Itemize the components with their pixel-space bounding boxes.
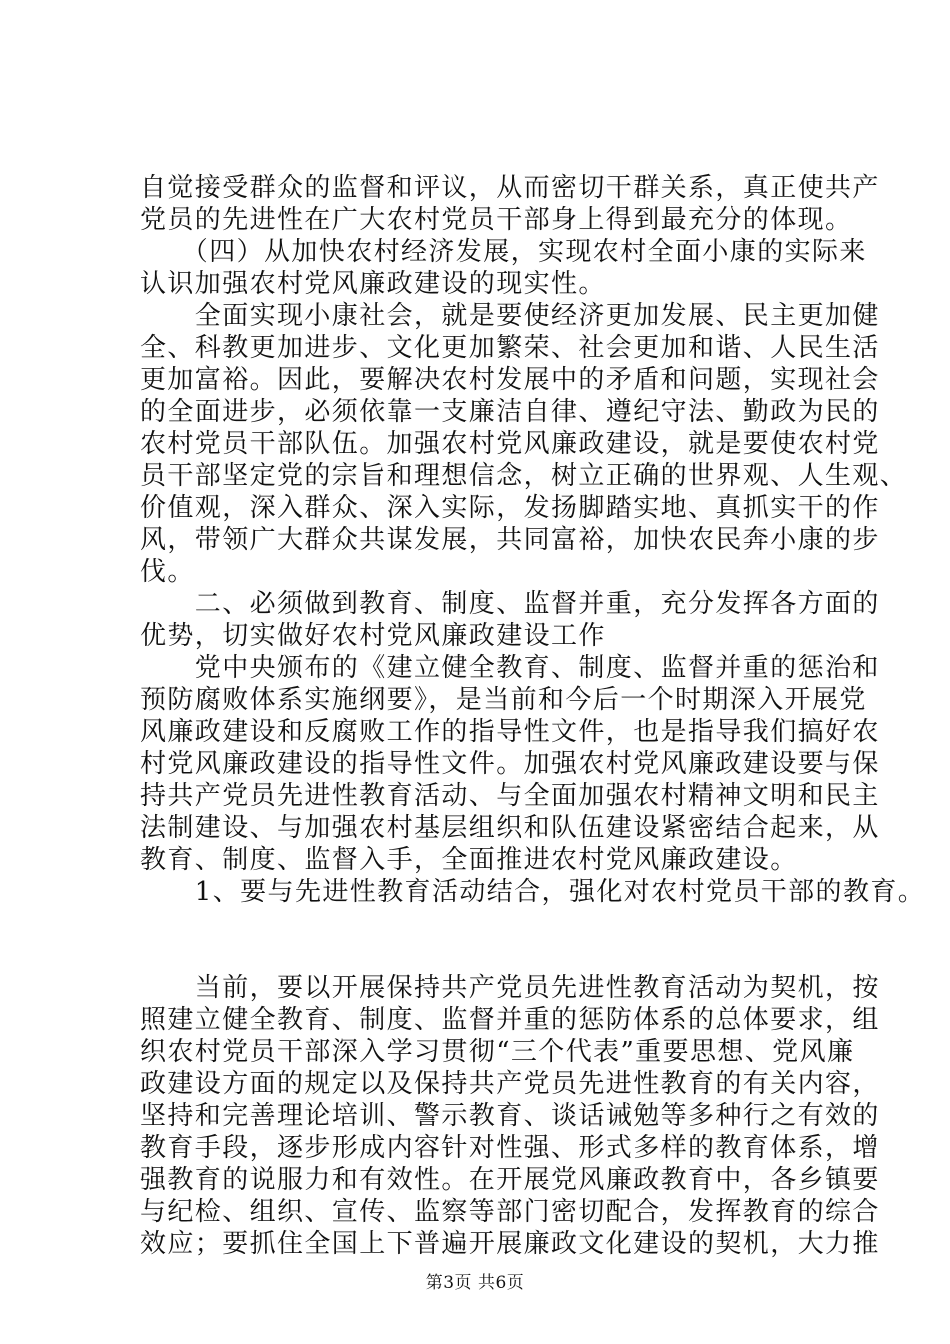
text-line: 教育手段，逐步形成内容针对性强、形式多样的教育体系，增 bbox=[140, 1133, 880, 1163]
text-line: 1、要与先进性教育活动结合，强化对农村党员干部的教育。 bbox=[140, 877, 926, 907]
text-line: 村党风廉政建设的指导性文件。加强农村党风廉政建设要与保 bbox=[140, 749, 880, 779]
text-line: （四）从加快农村经济发展，实现农村全面小康的实际来 bbox=[140, 237, 867, 267]
text-line: 员干部坚定党的宗旨和理想信念，树立正确的世界观、人生观、 bbox=[140, 461, 908, 491]
text-line: 强教育的说服力和有效性。在开展党风廉政教育中，各乡镇要 bbox=[140, 1165, 880, 1195]
text-line: 伐。 bbox=[140, 557, 195, 587]
text-line: 教育、制度、监督入手，全面推进农村党风廉政建设。 bbox=[140, 845, 798, 875]
text-line: 党员的先进性在广大农村党员干部身上得到最充分的体现。 bbox=[140, 205, 853, 235]
paragraph-block-1 bbox=[140, 172, 926, 908]
text-line: 照建立健全教育、制度、监督并重的惩防体系的总体要求，组 bbox=[140, 1005, 880, 1035]
text-line: 自觉接受群众的监督和评议，从而密切干群关系，真正使共产 bbox=[140, 173, 880, 203]
text-line: 法制建设、与加强农村基层组织和队伍建设紧密结合起来，从 bbox=[140, 813, 880, 843]
page-footer: 第3页 共6页 bbox=[425, 1273, 525, 1293]
text-line: 织农村党员干部深入学习贯彻“三个代表”重要思想、党风廉 bbox=[140, 1037, 855, 1067]
text-line: 效应；要抓住全国上下普遍开展廉政文化建设的契机，大力推 bbox=[140, 1229, 880, 1259]
text-line: 政建设方面的规定以及保持共产党员先进性教育的有关内容， bbox=[140, 1069, 880, 1099]
text-line: 认识加强农村党风廉政建设的现实性。 bbox=[140, 269, 606, 299]
text-line: 全、科教更加进步、文化更加繁荣、社会更加和谐、人民生活 bbox=[140, 333, 880, 363]
text-line: 农村党员干部队伍。加强农村党风廉政建设，就是要使农村党 bbox=[140, 429, 880, 459]
text-line: 的全面进步，必须依靠一支廉洁自律、遵纪守法、勤政为民的 bbox=[140, 397, 880, 427]
text-line: 预防腐败体系实施纲要》，是当前和今后一个时期深入开展党 bbox=[140, 685, 867, 715]
text-line: 持共产党员先进性教育活动、与全面加强农村精神文明和民主 bbox=[140, 781, 880, 811]
blank-gap bbox=[140, 908, 840, 972]
text-line: 全面实现小康社会，就是要使经济更加发展、民主更加健 bbox=[140, 301, 880, 331]
text-line: 坚持和完善理论培训、警示教育、谈话诫勉等多种行之有效的 bbox=[140, 1101, 880, 1131]
text-line: 党中央颁布的《建立健全教育、制度、监督并重的惩治和 bbox=[140, 653, 880, 683]
text-line: 风，带领广大群众共谋发展，共同富裕，加快农民奔小康的步 bbox=[140, 525, 880, 555]
text-line: 优势，切实做好农村党风廉政建设工作 bbox=[140, 621, 606, 651]
text-line: 更加富裕。因此，要解决农村发展中的矛盾和问题，实现社会 bbox=[140, 365, 880, 395]
paragraph-block-2 bbox=[140, 972, 880, 1260]
document-body bbox=[140, 172, 926, 1260]
text-line: 价值观，深入群众、深入实际，发扬脚踏实地、真抓实干的作 bbox=[140, 493, 880, 523]
text-line: 当前，要以开展保持共产党员先进性教育活动为契机，按 bbox=[140, 973, 880, 1003]
text-line: 风廉政建设和反腐败工作的指导性文件，也是指导我们搞好农 bbox=[140, 717, 880, 747]
text-line: 与纪检、组织、宣传、监察等部门密切配合，发挥教育的综合 bbox=[140, 1197, 880, 1227]
text-line: 二、必须做到教育、制度、监督并重，充分发挥各方面的 bbox=[140, 589, 880, 619]
